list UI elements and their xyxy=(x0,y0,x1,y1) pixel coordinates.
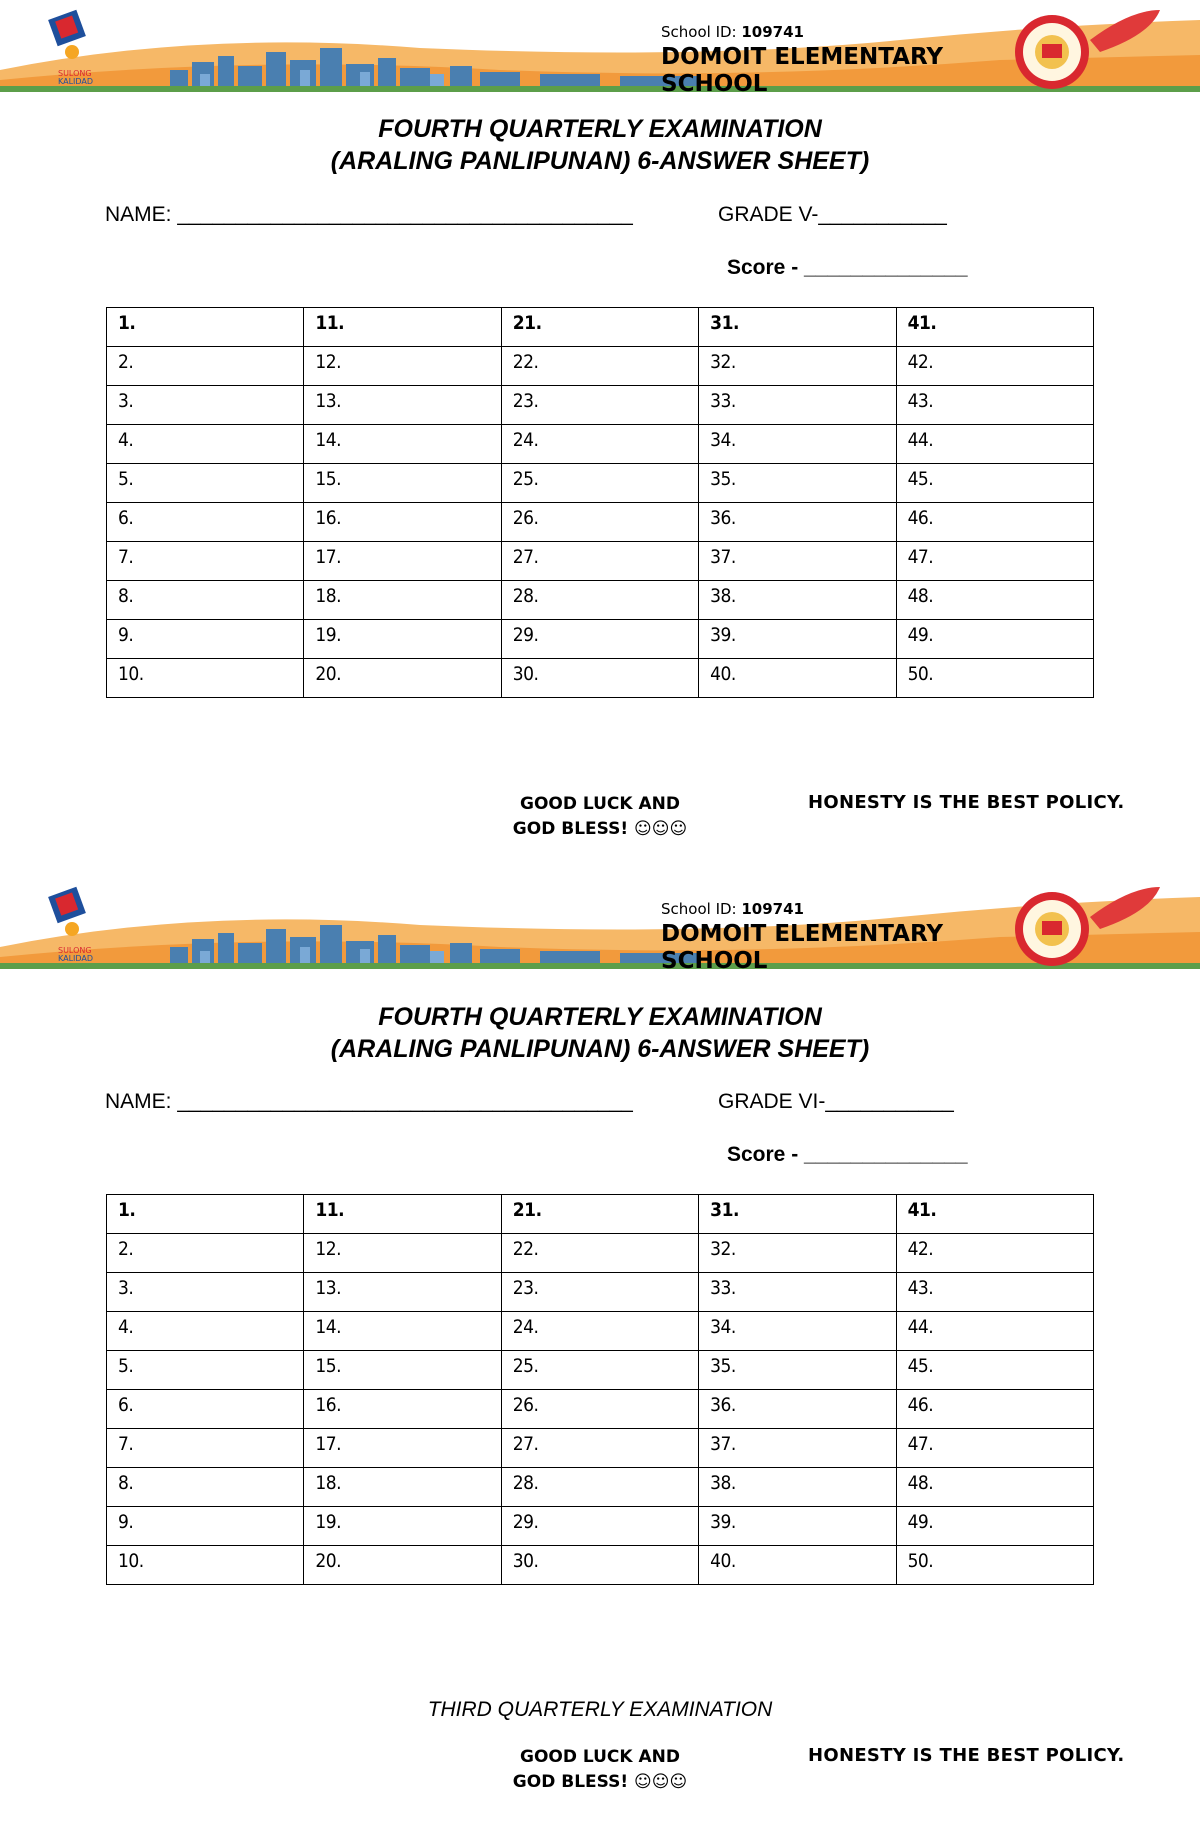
answer-cell[interactable]: 39. xyxy=(699,620,896,659)
answer-cell[interactable]: 14. xyxy=(304,1312,501,1351)
answer-cell[interactable]: 31. xyxy=(699,1195,896,1234)
honesty-message: HONESTY IS THE BEST POLICY. xyxy=(808,792,1125,813)
answer-cell[interactable]: 36. xyxy=(699,1390,896,1429)
answer-cell[interactable]: 9. xyxy=(107,620,304,659)
answer-cell[interactable]: 16. xyxy=(304,503,501,542)
answer-cell[interactable]: 22. xyxy=(501,1234,698,1273)
answer-cell[interactable]: 44. xyxy=(896,1312,1093,1351)
school-id: School ID: 109741 xyxy=(661,23,804,41)
school-id: School ID: 109741 xyxy=(661,900,804,918)
answer-cell[interactable]: 29. xyxy=(501,1507,698,1546)
answer-cell[interactable]: 44. xyxy=(896,425,1093,464)
answer-cell[interactable]: 3. xyxy=(107,386,304,425)
table-row xyxy=(107,542,1094,581)
svg-text:KALIDAD: KALIDAD xyxy=(58,954,94,963)
answer-cell[interactable]: 18. xyxy=(304,1468,501,1507)
third-quarter-label: THIRD QUARTERLY EXAMINATION xyxy=(427,1698,773,1721)
answer-cell[interactable]: 46. xyxy=(896,503,1093,542)
answer-cell[interactable]: 14. xyxy=(304,425,501,464)
answer-cell[interactable]: 17. xyxy=(304,542,501,581)
answer-cell[interactable]: 32. xyxy=(699,1234,896,1273)
answer-cell[interactable]: 19. xyxy=(304,620,501,659)
answer-cell[interactable]: 23. xyxy=(501,386,698,425)
exam-title-line2: (ARALING PANLIPUNAN) 6-ANSWER SHEET) xyxy=(330,147,870,175)
header-banner-graphic xyxy=(0,0,1200,92)
answer-cell[interactable]: 11. xyxy=(304,1195,501,1234)
answer-table xyxy=(106,307,1094,698)
answer-cell[interactable]: 15. xyxy=(304,464,501,503)
answer-cell[interactable]: 10. xyxy=(107,1546,304,1585)
header-banner-graphic xyxy=(0,877,1200,969)
answer-cell[interactable]: 33. xyxy=(699,1273,896,1312)
answer-cell[interactable]: 17. xyxy=(304,1429,501,1468)
exam-title-line1: FOURTH QUARTERLY EXAMINATION xyxy=(378,1003,822,1031)
answer-cell[interactable]: 16. xyxy=(304,1390,501,1429)
answer-cell[interactable]: 13. xyxy=(304,386,501,425)
answer-cell[interactable]: 1. xyxy=(107,1195,304,1234)
table-row xyxy=(107,1390,1094,1429)
answer-cell[interactable]: 37. xyxy=(699,1429,896,1468)
good-luck-message: GOOD LUCK AND GOD BLESS! ☺☺☺ xyxy=(512,1747,688,1792)
answer-cell[interactable]: 48. xyxy=(896,1468,1093,1507)
table-row xyxy=(107,347,1094,386)
answer-cell[interactable]: 28. xyxy=(501,1468,698,1507)
answer-cell[interactable]: 8. xyxy=(107,581,304,620)
answer-cell[interactable]: 46. xyxy=(896,1390,1093,1429)
school-header xyxy=(0,0,1200,97)
table-row xyxy=(107,1468,1094,1507)
answer-cell[interactable]: 8. xyxy=(107,1468,304,1507)
answer-cell[interactable]: 5. xyxy=(107,1351,304,1390)
table-row xyxy=(107,1546,1094,1585)
answer-cell[interactable]: 38. xyxy=(699,1468,896,1507)
answer-cell[interactable]: 24. xyxy=(501,1312,698,1351)
answer-cell[interactable]: 35. xyxy=(699,464,896,503)
answer-cell[interactable]: 2. xyxy=(107,1234,304,1273)
table-row xyxy=(107,659,1094,698)
answer-cell[interactable]: 42. xyxy=(896,347,1093,386)
answer-cell[interactable]: 23. xyxy=(501,1273,698,1312)
answer-cell[interactable]: 27. xyxy=(501,542,698,581)
answer-cell[interactable]: 21. xyxy=(501,1195,698,1234)
answer-cell[interactable]: 36. xyxy=(699,503,896,542)
svg-text:SULONG: SULONG xyxy=(58,69,92,78)
answer-cell[interactable]: 47. xyxy=(896,542,1093,581)
student-name-field[interactable]: NAME: _______________________________________ xyxy=(105,1090,633,1113)
answer-cell[interactable]: 47. xyxy=(896,1429,1093,1468)
answer-cell[interactable]: 24. xyxy=(501,425,698,464)
answer-cell[interactable]: 20. xyxy=(304,659,501,698)
good-luck-message: GOOD LUCK AND GOD BLESS! ☺☺☺ xyxy=(512,794,688,839)
answer-cell[interactable]: 31. xyxy=(699,308,896,347)
answer-cell[interactable]: 42. xyxy=(896,1234,1093,1273)
table-row xyxy=(107,1312,1094,1351)
answer-cell[interactable]: 40. xyxy=(699,659,896,698)
answer-cell[interactable]: 9. xyxy=(107,1507,304,1546)
answer-cell[interactable]: 12. xyxy=(304,1234,501,1273)
answer-cell[interactable]: 40. xyxy=(699,1546,896,1585)
answer-cell[interactable]: 28. xyxy=(501,581,698,620)
school-name: DOMOIT ELEMENTARY SCHOOL xyxy=(661,921,944,974)
answer-cell[interactable]: 6. xyxy=(107,503,304,542)
table-row xyxy=(107,386,1094,425)
table-row xyxy=(107,425,1094,464)
answer-cell[interactable]: 27. xyxy=(501,1429,698,1468)
answer-cell[interactable]: 26. xyxy=(501,503,698,542)
answer-cell[interactable]: 22. xyxy=(501,347,698,386)
answer-cell[interactable]: 21. xyxy=(501,308,698,347)
answer-cell[interactable]: 10. xyxy=(107,659,304,698)
answer-cell[interactable]: 7. xyxy=(107,542,304,581)
answer-cell[interactable]: 33. xyxy=(699,386,896,425)
answer-cell[interactable]: 30. xyxy=(501,659,698,698)
answer-cell[interactable]: 12. xyxy=(304,347,501,386)
answer-cell[interactable]: 49. xyxy=(896,1507,1093,1546)
answer-cell[interactable]: 20. xyxy=(304,1546,501,1585)
answer-cell[interactable]: 25. xyxy=(501,464,698,503)
honesty-message: HONESTY IS THE BEST POLICY. xyxy=(808,1745,1125,1766)
answer-cell[interactable]: 39. xyxy=(699,1507,896,1546)
answer-cell[interactable]: 48. xyxy=(896,581,1093,620)
answer-cell[interactable]: 3. xyxy=(107,1273,304,1312)
table-row xyxy=(107,464,1094,503)
school-name: DOMOIT ELEMENTARY SCHOOL xyxy=(661,44,944,97)
table-row xyxy=(107,1273,1094,1312)
table-row xyxy=(107,1429,1094,1468)
answer-cell[interactable]: 15. xyxy=(304,1351,501,1390)
answer-cell[interactable]: 34. xyxy=(699,1312,896,1351)
answer-cell[interactable]: 50. xyxy=(896,659,1093,698)
answer-cell[interactable]: 43. xyxy=(896,386,1093,425)
table-row xyxy=(107,1234,1094,1273)
answer-cell[interactable]: 49. xyxy=(896,620,1093,659)
answer-cell[interactable]: 35. xyxy=(699,1351,896,1390)
table-row xyxy=(107,1195,1094,1234)
svg-text:KALIDAD: KALIDAD xyxy=(58,77,94,86)
table-row xyxy=(107,308,1094,347)
answer-cell[interactable]: 30. xyxy=(501,1546,698,1585)
answer-cell[interactable]: 50. xyxy=(896,1546,1093,1585)
grade-field[interactable]: GRADE V-___________ xyxy=(718,203,947,226)
table-row xyxy=(107,581,1094,620)
score-field[interactable]: Score - ______________ xyxy=(727,1143,968,1166)
deped-seal-icon xyxy=(1015,15,1089,89)
answer-cell[interactable]: 32. xyxy=(699,347,896,386)
answer-cell[interactable]: 7. xyxy=(107,1429,304,1468)
answer-cell[interactable]: 34. xyxy=(699,425,896,464)
answer-cell[interactable]: 6. xyxy=(107,1390,304,1429)
answer-sheet-grade-5 xyxy=(0,0,1200,860)
answer-cell[interactable]: 25. xyxy=(501,1351,698,1390)
svg-text:SULONG: SULONG xyxy=(58,946,92,955)
answer-table xyxy=(106,1194,1094,1585)
answer-cell[interactable]: 2. xyxy=(107,347,304,386)
answer-cell[interactable]: 13. xyxy=(304,1273,501,1312)
table-row xyxy=(107,1351,1094,1390)
table-row xyxy=(107,503,1094,542)
answer-cell[interactable]: 45. xyxy=(896,464,1093,503)
score-field[interactable]: Score - ______________ xyxy=(727,256,968,279)
answer-cell[interactable]: 1. xyxy=(107,308,304,347)
answer-cell[interactable]: 41. xyxy=(896,308,1093,347)
answer-cell[interactable]: 38. xyxy=(699,581,896,620)
exam-title-line1: FOURTH QUARTERLY EXAMINATION xyxy=(378,115,822,143)
answer-cell[interactable]: 45. xyxy=(896,1351,1093,1390)
school-header xyxy=(0,877,1200,974)
answer-cell[interactable]: 43. xyxy=(896,1273,1093,1312)
answer-cell[interactable]: 26. xyxy=(501,1390,698,1429)
student-name-field[interactable]: NAME: _______________________________________ xyxy=(105,203,633,226)
answer-cell[interactable]: 11. xyxy=(304,308,501,347)
answer-cell[interactable]: 37. xyxy=(699,542,896,581)
exam-title-line2: (ARALING PANLIPUNAN) 6-ANSWER SHEET) xyxy=(330,1035,870,1063)
answer-cell[interactable]: 29. xyxy=(501,620,698,659)
answer-cell[interactable]: 4. xyxy=(107,1312,304,1351)
grade-field[interactable]: GRADE VI-___________ xyxy=(718,1090,954,1113)
deped-seal-icon xyxy=(1015,892,1089,966)
table-row xyxy=(107,620,1094,659)
answer-cell[interactable]: 41. xyxy=(896,1195,1093,1234)
answer-cell[interactable]: 18. xyxy=(304,581,501,620)
answer-cell[interactable]: 19. xyxy=(304,1507,501,1546)
answer-sheet-grade-6 xyxy=(0,877,1200,1835)
answer-cell[interactable]: 4. xyxy=(107,425,304,464)
answer-cell[interactable]: 5. xyxy=(107,464,304,503)
table-row xyxy=(107,1507,1094,1546)
